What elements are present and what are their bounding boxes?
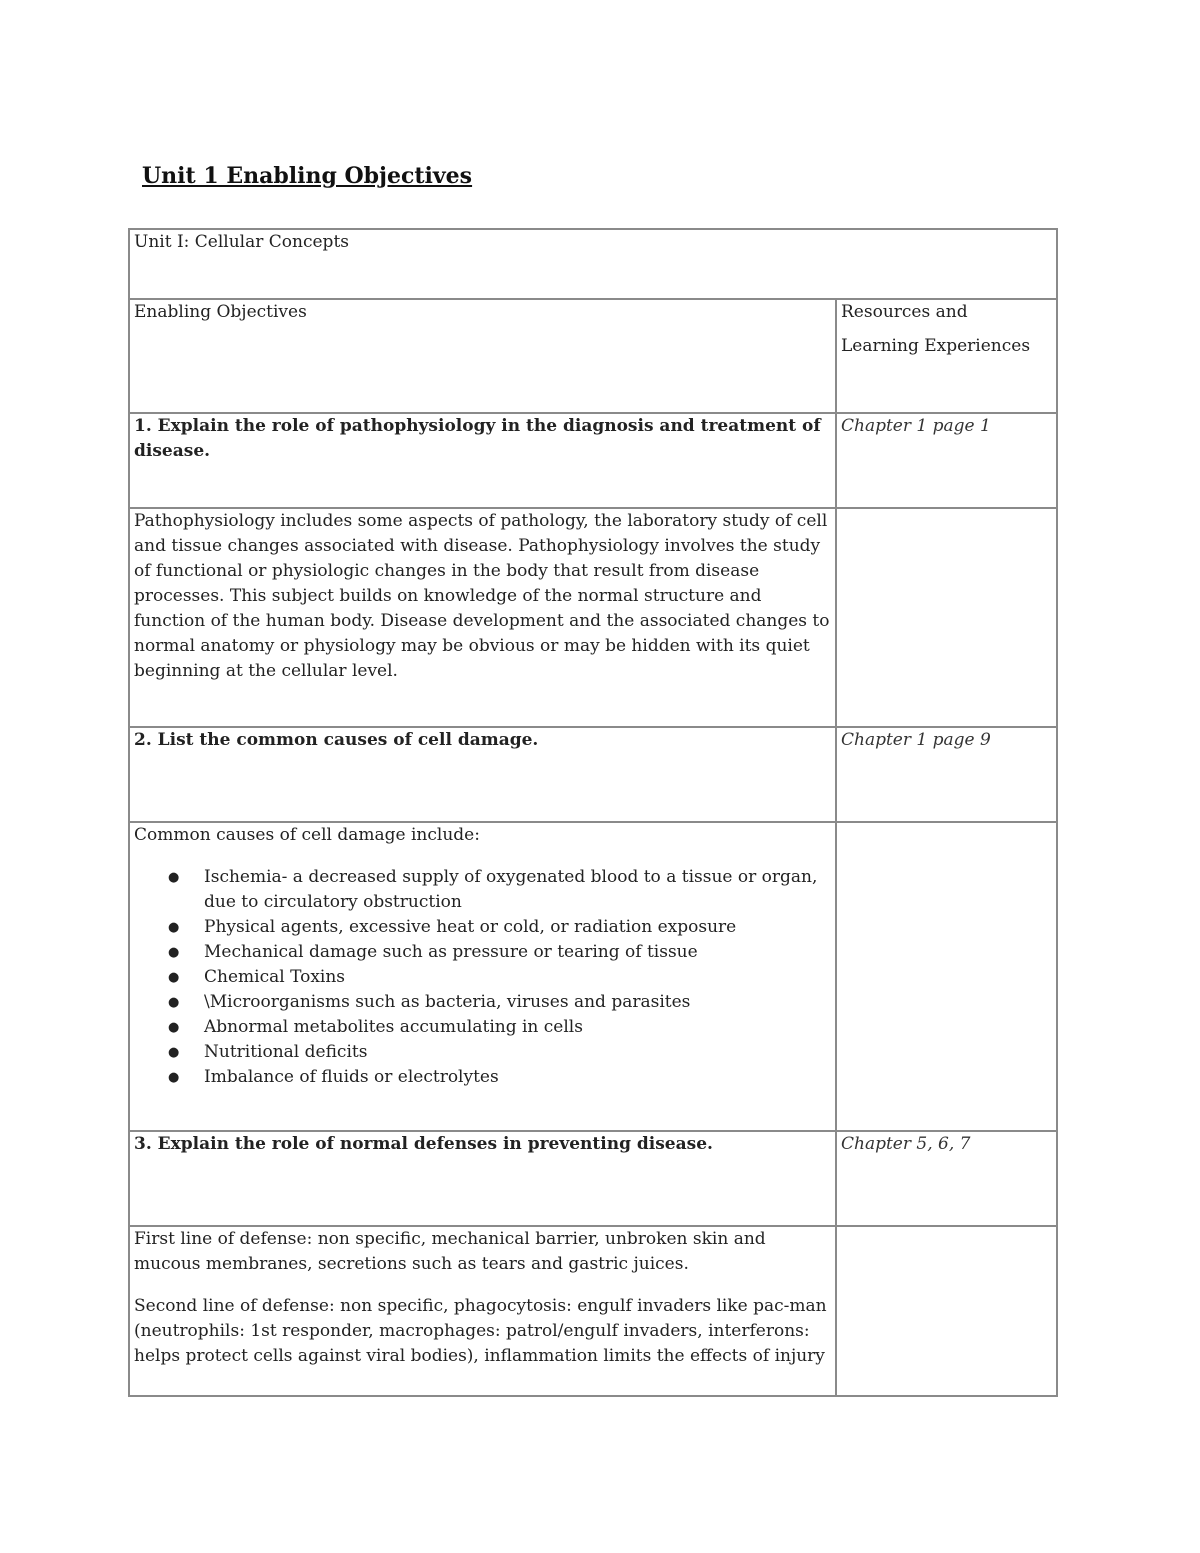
objective-2-resource: Chapter 1 page 9 [836, 727, 1057, 822]
objective-1-body [129, 508, 836, 727]
objective-1-row [129, 413, 1057, 508]
objective-1-paragraph: Pathophysiology includes some aspects of pathology, the laboratory study of cell and tissue changes associated with disease. Pathophysiology involves the study of functional or physiologic changes in the body that result from disease processes. This subject builds on knowledge of the normal structure and function of the human body. Disease development and the associated changes to normal anatomy or physiology may be obvious or may be hidden with its quiet beginning at the cellular level. [134, 511, 830, 681]
bullet-icon: ● [168, 995, 180, 1010]
objective-3-body [129, 1226, 836, 1396]
header-resources-line1: Resources and [841, 302, 968, 322]
list-item-text: \Microorganisms such as bacteria, viruses and parasites [204, 992, 691, 1012]
header-resources-line2: Learning Experiences [841, 336, 1031, 356]
causes-list [134, 865, 831, 1090]
unit-title-row [129, 229, 1057, 299]
objective-1-text: 1. Explain the role of pathophysiology in the diagnosis and treatment of disease. [129, 413, 836, 508]
list-item-text: Abnormal metabolites accumulating in cells [204, 1017, 583, 1037]
objective-3-body-row [129, 1226, 1057, 1396]
bullet-icon: ● [168, 870, 180, 885]
bullet-icon: ● [168, 1020, 180, 1035]
objective-3-text: 3. Explain the role of normal defenses in preventing disease. [129, 1131, 836, 1226]
unit-title-cell: Unit I: Cellular Concepts [129, 229, 1057, 299]
page-title: Unit 1 Enabling Objectives [142, 163, 473, 189]
list-item [168, 940, 831, 965]
bullet-icon: ● [168, 1070, 180, 1085]
list-item [168, 990, 831, 1015]
objective-2-text: 2. List the common causes of cell damage. [129, 727, 836, 822]
list-item-text: Imbalance of fluids or electrolytes [204, 1067, 499, 1087]
bullet-icon: ● [168, 1045, 180, 1060]
bullet-icon: ● [168, 920, 180, 935]
objective-3-paragraph-1: First line of defense: non specific, mechanical barrier, unbroken skin and mucous membranes, secretions such as tears and gastric juices. [134, 1229, 766, 1274]
objective-2-row [129, 727, 1057, 822]
list-item [168, 915, 831, 940]
list-item [168, 965, 831, 990]
objective-2-intro: Common causes of cell damage include: [134, 825, 480, 845]
header-row [129, 299, 1057, 413]
header-resources [836, 299, 1057, 413]
bullet-icon: ● [168, 945, 180, 960]
objective-3-paragraph-2: Second line of defense: non specific, phagocytosis: engulf invaders like pac-man (neutrophils: 1st responder, macrophages: patrol/engulf invaders, interferons: helps protect cells against viral bodies), inflammation limits the effects of injury [134, 1296, 827, 1366]
list-item-text: Mechanical damage such as pressure or tearing of tissue [204, 942, 698, 962]
list-item-text: Ischemia- a decreased supply of oxygenated blood to a tissue or organ, due to circulatory obstruction [204, 867, 818, 912]
objective-2-body [129, 822, 836, 1131]
list-item-text: Physical agents, excessive heat or cold, or radiation exposure [204, 917, 737, 937]
objective-3-body-resource-empty [836, 1226, 1057, 1396]
objective-2-body-row [129, 822, 1057, 1131]
list-item [168, 865, 831, 915]
list-item-text: Nutritional deficits [204, 1042, 368, 1062]
objective-2-body-resource-empty [836, 822, 1057, 1131]
objective-3-row [129, 1131, 1057, 1226]
list-item [168, 1040, 831, 1065]
list-item-text: Chemical Toxins [204, 967, 346, 987]
bullet-icon: ● [168, 970, 180, 985]
list-item [168, 1015, 831, 1040]
objective-1-body-resource-empty [836, 508, 1057, 727]
objectives-table [128, 228, 1058, 1397]
objective-1-resource: Chapter 1 page 1 [836, 413, 1057, 508]
list-item [168, 1065, 831, 1090]
header-objectives: Enabling Objectives [129, 299, 836, 413]
objective-3-resource: Chapter 5, 6, 7 [836, 1131, 1057, 1226]
objective-1-body-row [129, 508, 1057, 727]
